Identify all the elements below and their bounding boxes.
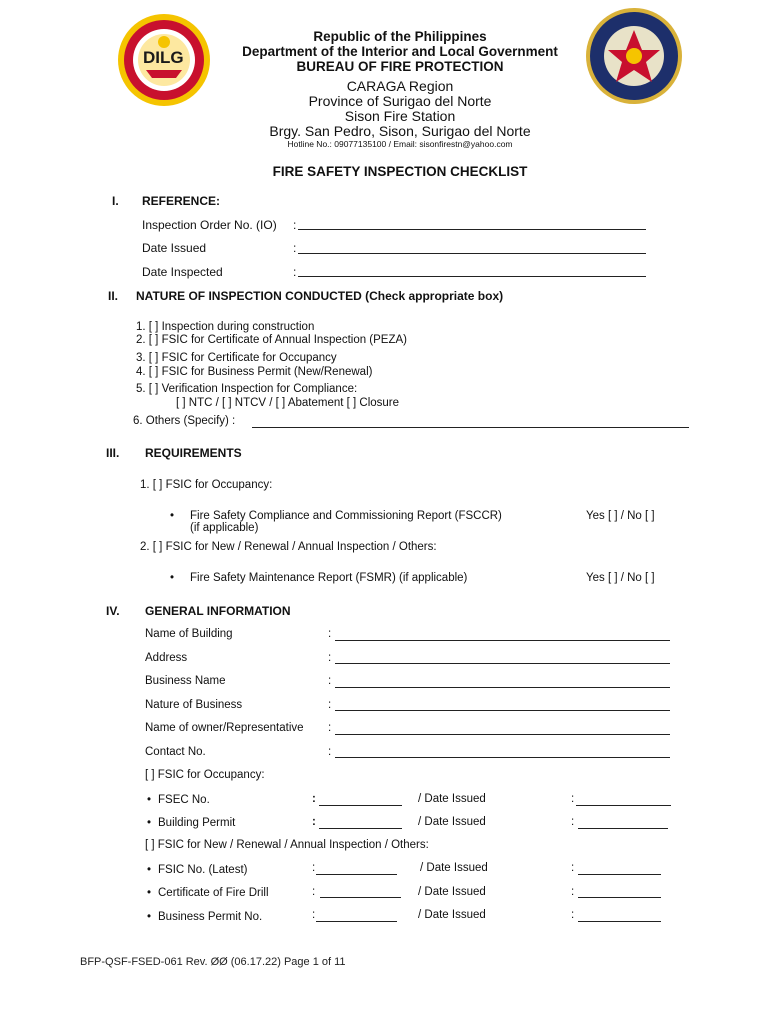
building-permit-bullet: • xyxy=(147,817,152,829)
section2-heading: NATURE OF INSPECTION CONDUCTED (Check appropriate box) xyxy=(136,289,504,303)
req-item-2[interactable]: 2. [ ] FSIC for New / Renewal / Annual Inspection / Others: xyxy=(140,541,437,553)
date-inspected-colon: : xyxy=(293,265,297,279)
business-name-field[interactable] xyxy=(335,687,670,688)
nature-business-field[interactable] xyxy=(335,710,670,711)
nature-business-label: Nature of Business xyxy=(145,699,243,711)
contact-label: Contact No. xyxy=(145,746,206,758)
page-title: FIRE SAFETY INSPECTION CHECKLIST xyxy=(272,164,528,179)
business-permit-colon: : xyxy=(312,909,316,921)
section1-heading: REFERENCE: xyxy=(142,194,221,208)
owner-label: Name of owner/Representative xyxy=(145,722,304,734)
address-colon: : xyxy=(328,652,332,664)
nature-sub-options[interactable]: [ ] NTC / [ ] NTCV / [ ] Abatement [ ] Closure xyxy=(176,397,400,409)
fsic-latest-date-label: / Date Issued xyxy=(420,862,488,874)
building-permit-date-colon: : xyxy=(571,816,575,828)
fsec-date-colon: : xyxy=(571,793,575,805)
building-permit-date-field[interactable] xyxy=(578,828,668,829)
address-field[interactable] xyxy=(335,663,670,664)
business-permit-bullet: • xyxy=(147,911,152,923)
io-label: Inspection Order No. (IO) xyxy=(142,218,277,232)
date-inspected-field[interactable] xyxy=(298,276,646,277)
fire-drill-label: Certificate of Fire Drill xyxy=(158,887,269,899)
business-permit-date-field[interactable] xyxy=(578,921,661,922)
fire-drill-date-field[interactable] xyxy=(578,897,661,898)
nature-item-3[interactable]: 3. [ ] FSIC for Certificate for Occupancy xyxy=(136,352,337,364)
req-item-1[interactable]: 1. [ ] FSIC for Occupancy: xyxy=(140,479,273,491)
fire-drill-bullet: • xyxy=(147,887,152,899)
page-footer: BFP-QSF-FSED-061 Rev. ØØ (06.17.22) Page 1 of 11 xyxy=(80,956,346,968)
owner-field[interactable] xyxy=(335,734,670,735)
header-department: Department of the Interior and Local Government xyxy=(242,44,558,59)
io-colon: : xyxy=(293,218,297,232)
business-name-label: Business Name xyxy=(145,675,226,687)
header-station: Sison Fire Station xyxy=(344,108,456,124)
fsec-date-field[interactable] xyxy=(576,805,671,806)
business-permit-date-colon: : xyxy=(571,909,575,921)
req-yes-no-2[interactable]: Yes [ ] / No [ ] xyxy=(586,572,655,584)
fire-drill-field[interactable] xyxy=(320,897,401,898)
io-field[interactable] xyxy=(298,229,646,230)
fsec-label: FSEC No. xyxy=(158,794,210,806)
nature-item-1[interactable]: 1. [ ] Inspection during construction xyxy=(136,321,315,333)
building-name-field[interactable] xyxy=(335,640,670,641)
business-permit-label: Business Permit No. xyxy=(158,911,263,923)
nature-others-field[interactable] xyxy=(252,427,689,428)
nature-business-colon: : xyxy=(328,699,332,711)
req-bullet-1-dot: • xyxy=(170,510,175,522)
business-permit-date-label: / Date Issued xyxy=(418,909,486,921)
date-issued-label: Date Issued xyxy=(142,241,207,255)
fsec-field[interactable] xyxy=(319,805,402,806)
building-name-colon: : xyxy=(328,628,332,640)
req-bullet-1-note: (if applicable) xyxy=(190,522,259,534)
section2-number: II. xyxy=(108,289,119,303)
fsic-latest-date-field[interactable] xyxy=(578,874,661,875)
building-name-label: Name of Building xyxy=(145,628,233,640)
fire-drill-colon: : xyxy=(312,886,316,898)
req-bullet-1: Fire Safety Compliance and Commissioning Report (FSCCR) xyxy=(190,510,502,522)
section1-number: I. xyxy=(112,194,119,208)
section4-number: IV. xyxy=(106,604,120,618)
business-name-colon: : xyxy=(328,675,332,687)
dilg-logo xyxy=(116,12,212,108)
req-bullet-2-dot: • xyxy=(170,572,175,584)
header-region: CARAGA Region xyxy=(346,78,454,94)
fsic-latest-date-colon: : xyxy=(571,862,575,874)
address-label: Address xyxy=(145,652,188,664)
section4-heading: GENERAL INFORMATION xyxy=(145,604,291,618)
fsic-latest-label: FSIC No. (Latest) xyxy=(158,864,248,876)
header-bureau: BUREAU OF FIRE PROTECTION xyxy=(296,59,504,74)
fire-drill-date-label: / Date Issued xyxy=(418,886,486,898)
header-address: Brgy. San Pedro, Sison, Surigao del Norte xyxy=(269,123,531,139)
fire-drill-date-colon: : xyxy=(571,886,575,898)
fsic-latest-bullet: • xyxy=(147,864,152,876)
section3-number: III. xyxy=(106,446,120,460)
date-issued-colon: : xyxy=(293,241,297,255)
dilg-logo-text: DILG xyxy=(143,48,184,67)
building-permit-colon: : xyxy=(312,816,316,828)
header-province: Province of Surigao del Norte xyxy=(308,93,492,109)
req-yes-no-1[interactable]: Yes [ ] / No [ ] xyxy=(586,510,655,522)
nature-item-5[interactable]: 5. [ ] Verification Inspection for Compliance: xyxy=(136,383,358,395)
fsec-colon: : xyxy=(312,793,316,805)
nature-item-4[interactable]: 4. [ ] FSIC for Business Permit (New/Renewal) xyxy=(136,366,373,378)
building-permit-date-label: / Date Issued xyxy=(418,816,486,828)
date-issued-field[interactable] xyxy=(298,253,646,254)
renewal-heading[interactable]: [ ] FSIC for New / Renewal / Annual Inspection / Others: xyxy=(145,839,429,851)
contact-field[interactable] xyxy=(335,757,670,758)
fsec-date-label: / Date Issued xyxy=(418,793,486,805)
req-bullet-2: Fire Safety Maintenance Report (FSMR) (if applicable) xyxy=(190,572,468,584)
owner-colon: : xyxy=(328,722,332,734)
contact-colon: : xyxy=(328,746,332,758)
building-permit-label: Building Permit xyxy=(158,817,236,829)
business-permit-field[interactable] xyxy=(316,921,397,922)
nature-others-label: 6. Others (Specify) : xyxy=(133,415,236,427)
fsic-latest-colon: : xyxy=(312,862,316,874)
header-hotline: Hotline No.: 09077135100 / Email: sisonfirestn@yahoo.com xyxy=(287,139,513,149)
date-inspected-label: Date Inspected xyxy=(142,265,223,279)
nature-item-2[interactable]: 2. [ ] FSIC for Certificate of Annual Inspection (PEZA) xyxy=(136,334,408,346)
section3-heading: REQUIREMENTS xyxy=(145,446,242,460)
header-republic: Republic of the Philippines xyxy=(313,29,487,44)
fsic-latest-field[interactable] xyxy=(316,874,397,875)
occupancy-heading[interactable]: [ ] FSIC for Occupancy: xyxy=(145,769,265,781)
fsec-bullet: • xyxy=(147,794,152,806)
building-permit-field[interactable] xyxy=(319,828,402,829)
